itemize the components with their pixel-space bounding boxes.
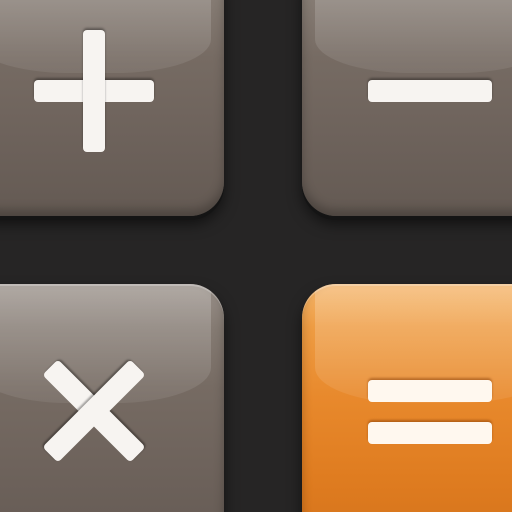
multiply-icon bbox=[0, 284, 224, 512]
equals-button[interactable] bbox=[302, 284, 512, 512]
add-button[interactable] bbox=[0, 0, 224, 216]
equals-icon bbox=[302, 284, 512, 512]
subtract-button[interactable] bbox=[302, 0, 512, 216]
minus-icon bbox=[302, 0, 512, 216]
plus-icon bbox=[0, 0, 224, 216]
multiply-button[interactable] bbox=[0, 284, 224, 512]
